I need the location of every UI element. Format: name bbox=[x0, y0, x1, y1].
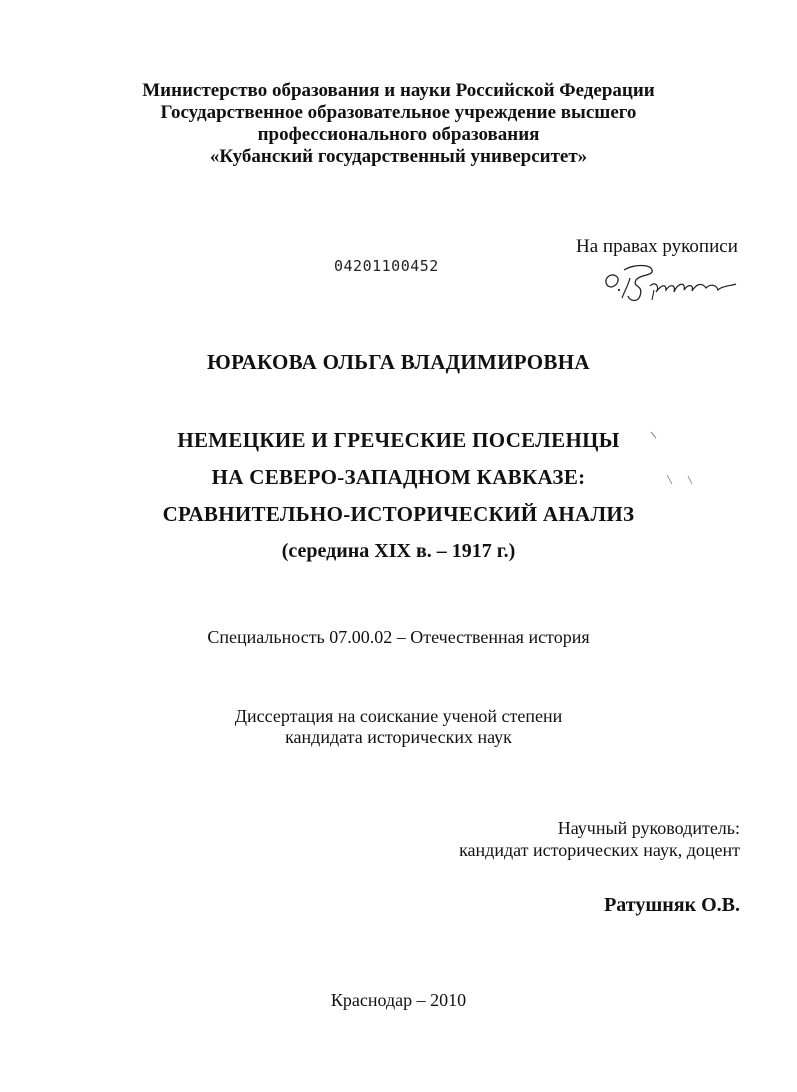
author-signature bbox=[600, 258, 740, 308]
catalog-code: 04201100452 bbox=[334, 257, 439, 275]
city-year: Краснодар – 2010 bbox=[330, 990, 467, 1010]
institution-line-3: профессионального образования bbox=[257, 124, 540, 145]
supervisor-name: Ратушняк О.В. bbox=[604, 894, 740, 916]
institution-line-4: «Кубанский государственный университет» bbox=[209, 146, 588, 167]
title-line-2: НА СЕВЕРО-ЗАПАДНОМ КАВКАЗЕ: bbox=[211, 465, 586, 489]
institution-line-2: Государственное образовательное учреждение высшего bbox=[160, 102, 637, 123]
scan-mark bbox=[666, 474, 696, 488]
title-line-1: НЕМЕЦКИЕ И ГРЕЧЕСКИЕ ПОСЕЛЕНЦЫ bbox=[177, 428, 620, 452]
specialty: Специальность 07.00.02 – Отечественная история bbox=[207, 627, 590, 647]
supervisor-label: Научный руководитель: bbox=[557, 818, 740, 838]
title-line-3: СРАВНИТЕЛЬНО-ИСТОРИЧЕСКИЙ АНАЛИЗ bbox=[162, 502, 635, 526]
author-name: ЮРАКОВА ОЛЬГА ВЛАДИМИРОВНА bbox=[207, 350, 590, 374]
dissertation-line-1: Диссертация на соискание ученой степени bbox=[234, 706, 563, 726]
dissertation-line-2: кандидата исторических наук bbox=[285, 727, 512, 747]
institution-line-1: Министерство образования и науки Российской Федерации bbox=[142, 80, 655, 101]
manuscript-rights: На правах рукописи bbox=[576, 236, 738, 257]
title-period: (середина XIX в. – 1917 г.) bbox=[281, 540, 516, 562]
supervisor-degree: кандидат исторических наук, доцент bbox=[459, 840, 740, 860]
scan-mark bbox=[650, 431, 658, 441]
